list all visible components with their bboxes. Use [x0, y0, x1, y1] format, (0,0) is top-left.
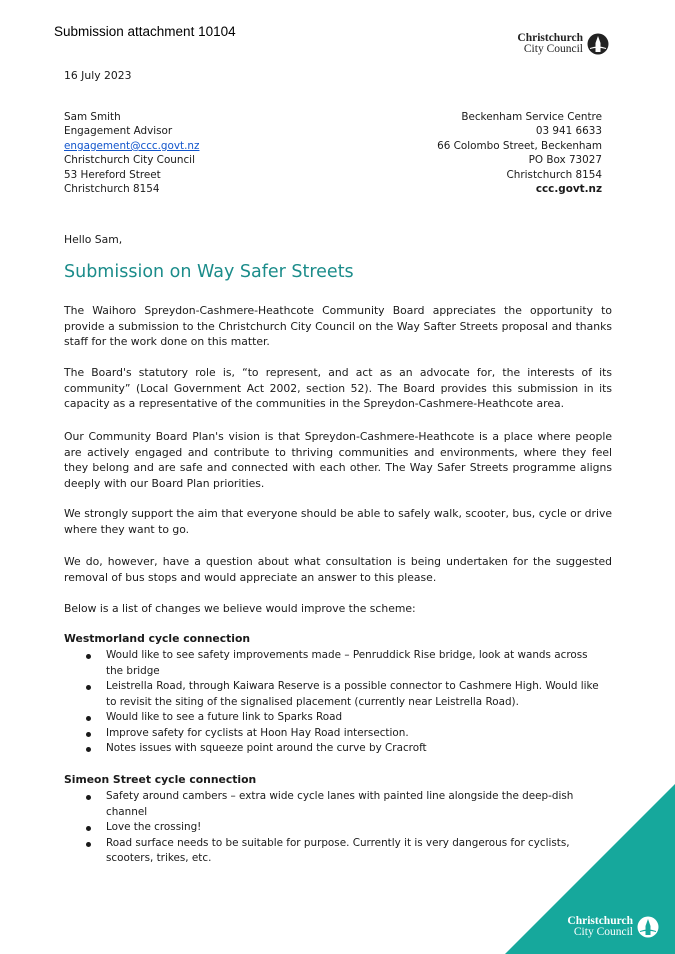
- cathedral-logo-icon: [637, 916, 659, 938]
- sender-address: [437, 110, 602, 196]
- sender-city: Christchurch 8154: [506, 168, 602, 181]
- section-title: Simeon Street cycle connection: [64, 773, 257, 786]
- logo-line2: City Council: [523, 43, 583, 55]
- list-item: Love the crossing!: [86, 820, 606, 836]
- recipient-name: Sam Smith: [64, 111, 121, 123]
- recipient-city: Christchurch 8154: [64, 183, 160, 196]
- recipient-role: Engagement Advisor: [64, 125, 173, 138]
- sender-phone: 03 941 6633: [535, 125, 602, 138]
- council-logo: [517, 33, 609, 55]
- cathedral-logo-icon: [587, 33, 609, 55]
- logo-line1: Christchurch: [517, 32, 583, 44]
- sender-office: Beckenham Service Centre: [461, 111, 602, 123]
- sender-po-box: PO Box 73027: [528, 154, 602, 167]
- list-item: Leistrella Road, through Kaiwara Reserve is a possible connector to Cashmere High. Would like to revisit the siting of the signalised placement (currently near Leistrella Road).: [86, 679, 606, 710]
- recipient-email-link[interactable]: engagement@ccc.govt.nz: [64, 139, 200, 152]
- bullet-list: [86, 648, 606, 757]
- footer-logo-line1: Christchurch: [567, 915, 633, 927]
- letter-date: 16 July 2023: [64, 69, 132, 82]
- paragraph: Our Community Board Plan's vision is that Spreydon-Cashmere-Heathcote is a place where people are actively engaged and contribute to thriving communities and environments, where they feel they belong and are safe and connected with each other. The Way Safer Streets programme aligns deeply with our Board Plan priorities.: [64, 430, 612, 490]
- footer-logo-line2: City Council: [573, 926, 633, 938]
- letter-heading: Submission on Way Safer Streets: [64, 262, 354, 282]
- list-item: Notes issues with squeeze point around the curve by Cracroft: [86, 741, 606, 757]
- recipient-address: [64, 110, 199, 196]
- paragraph: The Waihoro Spreydon-Cashmere-Heathcote Community Board appreciates the opportunity to provide a submission to the Christchurch City Council on the Way Safter Streets proposal and thanks staff for the work done on this matter.: [64, 304, 612, 348]
- sender-website: ccc.govt.nz: [535, 183, 602, 196]
- recipient-org: Christchurch City Council: [64, 154, 195, 167]
- recipient-street: 53 Hereford Street: [64, 168, 161, 181]
- list-item: Road surface needs to be suitable for purpose. Currently it is very dangerous for cyclists, scooters, trikes, etc.: [86, 836, 606, 867]
- greeting: Hello Sam,: [64, 233, 123, 246]
- list-item: Safety around cambers – extra wide cycle lanes with painted line alongside the deep-dish channel: [86, 789, 606, 820]
- footer-council-logo: [567, 916, 659, 938]
- list-item: Would like to see safety improvements made – Penruddick Rise bridge, look at wands across the bridge: [86, 648, 606, 679]
- list-item: Improve safety for cyclists at Hoon Hay Road intersection.: [86, 726, 606, 742]
- section-title: Westmorland cycle connection: [64, 632, 251, 645]
- paragraph: We strongly support the aim that everyone should be able to safely walk, scooter, bus, cycle or drive where they want to go.: [64, 507, 612, 536]
- sender-street: 66 Colombo Street, Beckenham: [437, 139, 602, 152]
- paragraph: The Board's statutory role is, “to represent, and act as an advocate for, the interests of its community” (Local Government Act 2002, section 52). The Board provides this submission in its capacity as a representative of the communities in the Spreydon-Cashmere-Heathcote area.: [64, 366, 612, 410]
- paragraph: We do, however, have a question about what consultation is being undertaken for the suggested removal of bus stops and would appreciate an answer to this please.: [64, 555, 612, 584]
- attachment-label: Submission attachment 10104: [54, 24, 236, 39]
- paragraph: Below is a list of changes we believe would improve the scheme:: [64, 602, 416, 615]
- list-item: Would like to see a future link to Sparks Road: [86, 710, 606, 726]
